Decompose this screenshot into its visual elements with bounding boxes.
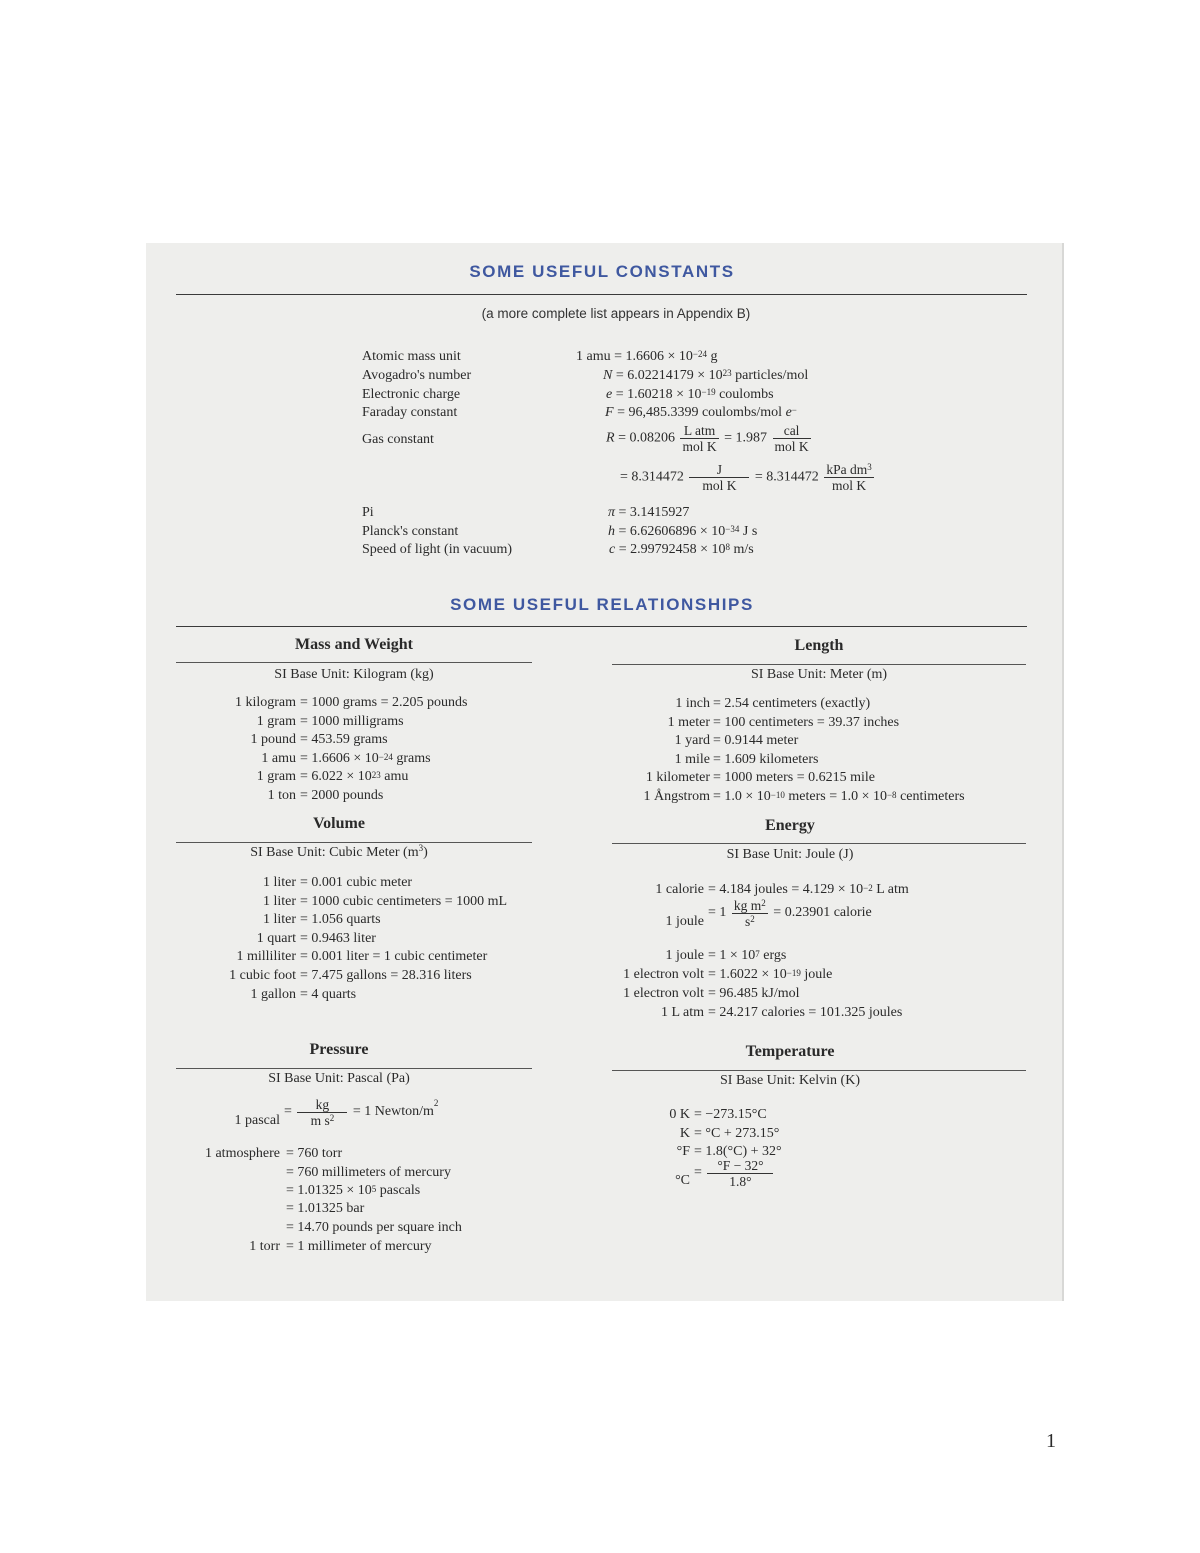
volume-row-value: = 1000 cubic centimeters = 1000 mL — [300, 893, 508, 909]
volume-row-label: 1 liter — [262, 893, 296, 909]
mass-row-label: 1 pound — [250, 732, 296, 748]
energy-erg-value: = $1 \times 10^7$ ergs — [708, 948, 787, 963]
energy-erg-label: 1 joule — [665, 948, 704, 963]
label-pi: Pi — [362, 505, 374, 520]
pressure-atm-row: = $1.01325 \times 10^5$ pascals — [286, 1183, 421, 1198]
label-faraday: Faraday constant — [362, 405, 458, 420]
fraction-kg-m-s2: $\frac{kg}{m s^2}$ — [297, 1097, 347, 1128]
value-light: $c = 2.99792458 \times 10^8$ m/s — [609, 542, 754, 557]
length-row-label: 1 yard — [674, 733, 710, 749]
mass-row-value: = $6.022 \times 10^{23}$ amu — [300, 769, 409, 785]
pressure-atm-row: = 1.01325 bar — [286, 1201, 365, 1216]
value-planck: $h = 6.62606896 \times 10^{-34}$ J s — [608, 524, 758, 539]
pressure-atm-row: = 14.70 pounds per square inch — [286, 1220, 462, 1235]
temperature-row-label: °F — [676, 1144, 690, 1160]
length-row-value: = 0.9144 meter — [713, 733, 799, 749]
mass-row-label: 1 ton — [267, 788, 296, 803]
volume-rule — [176, 842, 532, 843]
label-charge: Electronic charge — [362, 387, 461, 402]
pressure-torr-value: = 1 millimeter of mercury — [286, 1239, 432, 1254]
volume-row-value: = 1.056 quarts — [300, 912, 381, 928]
volume-row-value: = 0.9463 liter — [300, 930, 376, 946]
pressure-si-unit: SI Base Unit: Pascal (Pa) — [268, 1071, 410, 1086]
length-row-label: 1 kilometer — [645, 770, 710, 786]
volume-row-value: = 0.001 cubic meter — [300, 875, 413, 890]
mass-row-label: 1 gram — [256, 769, 296, 785]
energy-si-unit: SI Base Unit: Joule (J) — [726, 847, 854, 862]
value-gas-line2: = 8.314472 $\frac{J}{\text{mol K}}$ = 8.314472 $\frac{kPa dm^3}{\text{mol K}}$ — [620, 462, 872, 493]
temperature-row-value: = °C + 273.15° — [694, 1125, 780, 1141]
temperature-c-label: °C — [675, 1173, 690, 1188]
length-row-value: = 2.54 centimeters (exactly) — [713, 696, 871, 711]
fraction-cal: $\frac{\text{cal}}{\text{mol K}}$ — [774, 423, 809, 454]
energy-joule-label: 1 joule — [665, 914, 704, 929]
volume-row-label: 1 liter — [262, 875, 296, 890]
temperature-rule — [612, 1070, 1026, 1071]
temperature-row-value: = −273.15°C — [694, 1107, 767, 1122]
temperature-row-value: = 1.8(°C) + 32° — [694, 1144, 782, 1160]
length-row-value: = 1000 meters = 0.6215 mile — [713, 770, 875, 786]
length-row-label: 1 inch — [675, 696, 710, 711]
temperature-title: Temperature — [745, 1043, 835, 1060]
pressure-rule — [176, 1068, 532, 1069]
volume-title: Volume — [313, 815, 365, 832]
constants-note: (a more complete list appears in Appendix B) — [481, 306, 751, 321]
length-row-label: 1 meter — [667, 714, 710, 730]
pressure-torr-label: 1 torr — [249, 1239, 280, 1254]
length-si-unit: SI Base Unit: Meter (m) — [750, 667, 888, 682]
length-row-value: = 100 centimeters = 39.37 inches — [713, 714, 900, 730]
value-amu: 1 amu = $1.6606 \times 10^{-24}$ g — [576, 349, 718, 364]
pressure-atm-label: 1 atmosphere — [204, 1146, 280, 1161]
fraction-l-atm: $\frac{\text{L atm}}{\text{mol K}}$ — [682, 423, 717, 454]
volume-row-value: = 0.001 liter = 1 cubic centimeter — [300, 949, 488, 965]
label-gas: Gas constant — [362, 432, 434, 447]
energy-ev2-label: 1 electron volt — [623, 986, 704, 1001]
mass-row-label: 1 kilogram — [234, 695, 296, 710]
scan-edge — [1062, 243, 1064, 1301]
temperature-row-label: 0 K — [669, 1107, 690, 1122]
energy-rule — [612, 843, 1026, 844]
label-planck: Planck's constant — [362, 524, 459, 539]
label-avogadro: Avogadro's number — [362, 368, 472, 383]
length-row-label: 1 Ångstrom — [643, 789, 710, 804]
mass-row-label: 1 amu — [261, 750, 296, 766]
pressure-atm-row: = 760 millimeters of mercury — [286, 1165, 451, 1180]
energy-latm-value: = 24.217 calories = 101.325 joules — [708, 1005, 903, 1020]
mass-row-value: = 2000 pounds — [300, 788, 384, 803]
label-amu: Atomic mass unit — [362, 349, 461, 364]
energy-latm-label: 1 L atm — [660, 1005, 704, 1020]
value-charge: $e = 1.60218 \times 10^{-19}$ coulombs — [606, 387, 774, 402]
fraction-kg-m2-s2: $\frac{kg m^2}{s^2}$ — [733, 898, 766, 929]
constants-title: SOME USEFUL CONSTANTS — [469, 262, 735, 281]
length-rule — [612, 664, 1026, 665]
pressure-pascal-value: = $\frac{kg}{m s^2}$ = 1 Newton/$m^2$ — [284, 1097, 439, 1128]
volume-row-label: 1 liter — [262, 912, 296, 928]
relationships-rule — [176, 626, 1027, 627]
value-pi: π = 3.1415927 — [608, 505, 690, 520]
mass-row-value: = 453.59 grams — [300, 732, 388, 748]
length-row-label: 1 mile — [674, 751, 710, 767]
volume-row-label: 1 gallon — [250, 986, 296, 1002]
mass-row-label: 1 gram — [256, 713, 296, 729]
length-row-value: = $1.0 \times 10^{-10}$ meters = $1.0 \times 10^{-8}$ centimeters — [713, 789, 965, 804]
fraction-kpa: $\frac{kPa dm^3}{\text{mol K}}$ — [826, 462, 872, 493]
relationships-title: SOME USEFUL RELATIONSHIPS — [450, 595, 754, 614]
energy-ev1-value: = $1.6022 \times 10^{-19}$ joule — [708, 967, 833, 982]
volume-row-label: 1 milliliter — [236, 949, 296, 965]
fraction-f-minus-32: $\frac{^\circ F - 32^\circ}{1.8^\circ}$ — [707, 1158, 773, 1189]
value-gas-line1: R = 0.08206 $\frac{\text{L atm}}{\text{mol K}}$ = 1.987 $\frac{\text{cal}}{\text{mol K}}$ — [606, 423, 809, 454]
mass-row-value: = 1000 grams = 2.205 pounds — [300, 695, 468, 710]
temperature-row-label: K — [679, 1125, 690, 1141]
volume-si-unit: SI Base Unit: Cubic Meter $(m^3)$ — [250, 843, 428, 860]
volume-row-value: = 4 quarts — [300, 986, 357, 1002]
temperature-si-unit: SI Base Unit: Kelvin (K) — [720, 1073, 860, 1088]
mass-rule — [176, 662, 532, 663]
pressure-title: Pressure — [309, 1041, 369, 1058]
energy-ev1-label: 1 electron volt — [623, 967, 704, 982]
fraction-joule: $\frac{J}{\text{mol K}}$ — [689, 462, 749, 493]
energy-title: Energy — [765, 817, 815, 834]
mass-title: Mass and Weight — [295, 636, 413, 653]
value-avogadro: $N = 6.02214179 \times 10^{23}$ particles/mol — [603, 368, 809, 383]
mass-si-unit: SI Base Unit: Kilogram (kg) — [274, 667, 434, 682]
energy-joule-value: = 1 $\frac{kg m^2}{s^2}$ = 0.23901 calorie — [708, 898, 872, 929]
label-light: Speed of light (in vacuum) — [362, 542, 513, 557]
energy-calorie-label: 1 calorie — [655, 882, 704, 897]
temperature-c-value: = $\frac{^\circ F - 32^\circ}{1.8^\circ}$ — [694, 1158, 775, 1189]
length-row-value: = 1.609 kilometers — [713, 751, 819, 767]
mass-row-value: = $1.6606 \times 10^{-24}$ grams — [300, 750, 431, 766]
volume-row-value: = 7.475 gallons = 28.316 liters — [300, 968, 472, 983]
constants-rule — [176, 294, 1027, 295]
volume-row-label: 1 quart — [256, 930, 296, 946]
page-number: 1 — [1046, 1430, 1056, 1452]
energy-calorie-value: = 4.184 joules = $4.129 \times 10^{-2}$ L atm — [708, 882, 909, 897]
pressure-pascal-label: 1 pascal — [234, 1113, 280, 1128]
length-title: Length — [794, 637, 844, 654]
pressure-atm-row: = 760 torr — [286, 1146, 343, 1161]
value-faraday: F = 96,485.3399 coulombs/mol e− — [605, 405, 797, 420]
energy-ev2-value: = 96.485 kJ/mol — [708, 986, 800, 1001]
volume-row-label: 1 cubic foot — [229, 968, 296, 983]
mass-row-value: = 1000 milligrams — [300, 713, 404, 729]
